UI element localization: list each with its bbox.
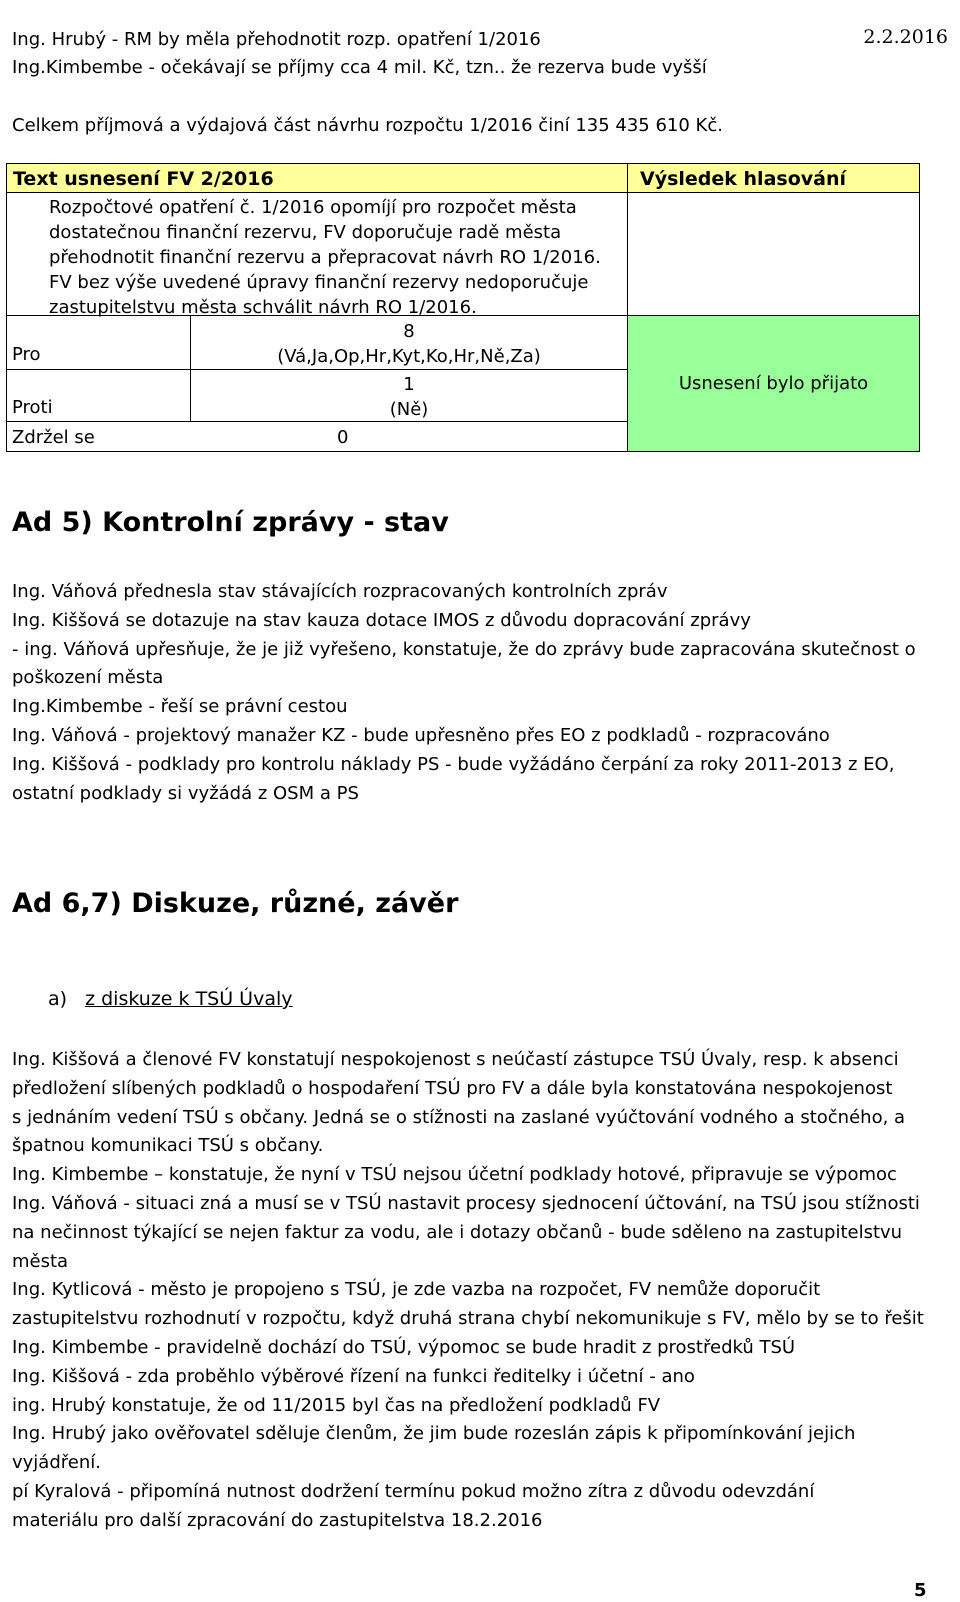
result-header-cell xyxy=(627,163,920,193)
result-text: Usnesení bylo přijato xyxy=(678,373,869,394)
section6-line: města xyxy=(12,1250,69,1272)
resolution-title: Text usnesení FV 2/2016 xyxy=(13,168,274,190)
section5-line: - ing. Váňová upřesňuje, že je již vyřešeno, konstatuje, že do zprávy bude zapracována skutečnost o xyxy=(12,638,916,660)
document-date: 2.2.2016 xyxy=(863,26,948,48)
result-cell xyxy=(627,315,920,452)
note-line-hruby: Ing. Hrubý - RM by měla přehodnotit rozp. opatření 1/2016 xyxy=(12,29,541,50)
section5-line: Ing. Kiššová se dotazuje na stav kauza dotace IMOS z důvodu dopracování zprávy xyxy=(12,609,751,631)
section6-line: Ing. Váňová - situaci zná a musí se v TSÚ nastavit procesy sjednocení účtování, na TSÚ jsou stížnosti xyxy=(12,1192,920,1214)
section6-line: na nečinnost týkající se nejen faktur za vodu, ale i dotazy občanů - bude sděleno na zastupitelstvu xyxy=(12,1221,903,1243)
section6-heading: Ad 6,7) Diskuze, různé, závěr xyxy=(12,888,459,919)
resolution-text-cell xyxy=(6,192,628,316)
resolution-title-cell xyxy=(6,163,628,193)
section6-line: Ing. Hrubý jako ověřovatel sděluje členům, že jim bude rozeslán zápis k připomínkování jejich xyxy=(12,1423,856,1445)
result-empty-cell xyxy=(627,192,920,316)
abstain-row xyxy=(6,421,628,452)
section6-line: Ing. Kytlicová - město je propojeno s TSÚ, je zde vazba na rozpočet, FV nemůže doporučit xyxy=(12,1279,821,1301)
section6-body xyxy=(12,1046,942,1536)
subsection-marker: a) xyxy=(48,988,68,1010)
section6-line: špatnou komunikaci TSÚ s občany. xyxy=(12,1135,324,1157)
proti-count: 1 xyxy=(403,374,415,395)
resolution-text-line: zastupitelstvu města schválit návrh RO 1/2016. xyxy=(49,297,477,318)
section5-line: Ing. Kiššová - podklady pro kontrolu náklady PS - bude vyžádáno čerpání za roky 2011-2013 z EO, xyxy=(12,753,895,775)
result-header: Výsledek hlasování xyxy=(640,168,847,190)
pro-names: (Vá,Ja,Op,Hr,Kyt,Ko,Hr,Ně,Za) xyxy=(277,346,541,367)
section6-line: materiálu pro další zpracování do zastupitelstva 18.2.2016 xyxy=(12,1509,543,1531)
section5-heading: Ad 5) Kontrolní zprávy - stav xyxy=(12,507,449,538)
pro-votes-cell xyxy=(190,315,628,370)
pro-label: Pro xyxy=(12,344,41,365)
section6-line: Ing. Kiššová a členové FV konstatují nespokojenost s neúčastí zástupce TSÚ Úvaly, resp. k absenci xyxy=(12,1049,899,1070)
pro-label-cell xyxy=(6,315,191,370)
proti-votes-cell xyxy=(190,369,628,422)
section6-line: pí Kyralová - připomíná nutnost dodržení termínu pokud možno zítra z důvodu odevzdání xyxy=(12,1480,815,1502)
section6-line: Ing. Kimbembe – konstatuje, že nyní v TSÚ nejsou účetní podklady hotové, připravuje se výpomoc xyxy=(12,1164,897,1186)
section5-body xyxy=(12,578,942,808)
section6-line: Ing. Kiššová - zda proběhlo výběrové řízení na funkci ředitelky i účetní - ano xyxy=(12,1365,695,1387)
section6-line: Ing. Kimbembe - pravidelně dochází do TSÚ, výpomoc se bude hradit z prostředků TSÚ xyxy=(12,1336,796,1358)
resolution-text-line: dostatečnou finanční rezervu, FV doporučuje radě města xyxy=(49,222,562,243)
section5-line: ostatní podklady si vyžádá z OSM a PS xyxy=(12,782,359,804)
resolution-text-line: přehodnotit finanční rezervu a přepracovat návrh RO 1/2016. xyxy=(49,247,601,268)
section6-line: vyjádření. xyxy=(12,1452,101,1474)
section5-line: poškození města xyxy=(12,667,164,689)
section5-line: Ing. Váňová přednesla stav stávajících rozpracovaných kontrolních zpráv xyxy=(12,581,668,602)
abstain-label: Zdržel se xyxy=(12,427,95,448)
resolution-table xyxy=(6,163,944,456)
section6-line: předložení slíbených podkladů o hospodaření TSÚ pro FV a dále byla konstatována nespokojenost xyxy=(12,1077,893,1099)
abstain-count: 0 xyxy=(337,427,349,448)
budget-total-line: Celkem příjmová a výdajová část návrhu rozpočtu 1/2016 činí 135 435 610 Kč. xyxy=(12,115,723,136)
page-number: 5 xyxy=(914,1580,927,1601)
subsection-title: z diskuze k TSÚ Úvaly xyxy=(85,988,293,1010)
pro-count: 8 xyxy=(403,321,415,342)
resolution-text-line: FV bez výše uvedené úpravy finanční rezervy nedoporučuje xyxy=(49,272,589,293)
section6-line: s jednáním vedení TSÚ s občany. Jedná se o stížnosti na zaslané vyúčtování vodného a stočného, a xyxy=(12,1106,906,1128)
resolution-text-line: Rozpočtové opatření č. 1/2016 opomíjí pro rozpočet města xyxy=(49,197,577,218)
section5-line: Ing. Váňová - projektový manažer KZ - bude upřesněno přes EO z podkladů - rozpracováno xyxy=(12,724,830,746)
proti-label: Proti xyxy=(12,397,53,418)
proti-names: (Ně) xyxy=(389,399,429,420)
section6-line: ing. Hrubý konstatuje, že od 11/2015 byl čas na předložení podkladů FV xyxy=(12,1394,661,1416)
note-line-kimbembe: Ing.Kimbembe - očekávají se příjmy cca 4 mil. Kč, tzn.. že rezerva bude vyšší xyxy=(12,57,707,78)
proti-label-cell xyxy=(6,369,191,422)
subsection-a xyxy=(48,985,293,1013)
section6-line: zastupitelstvu rozhodnutí v rozpočtu, když druhá strana chybí nekomunikuje s FV, mělo by se to řešit xyxy=(12,1308,924,1330)
section5-line: Ing.Kimbembe - řeší se právní cestou xyxy=(12,696,348,718)
